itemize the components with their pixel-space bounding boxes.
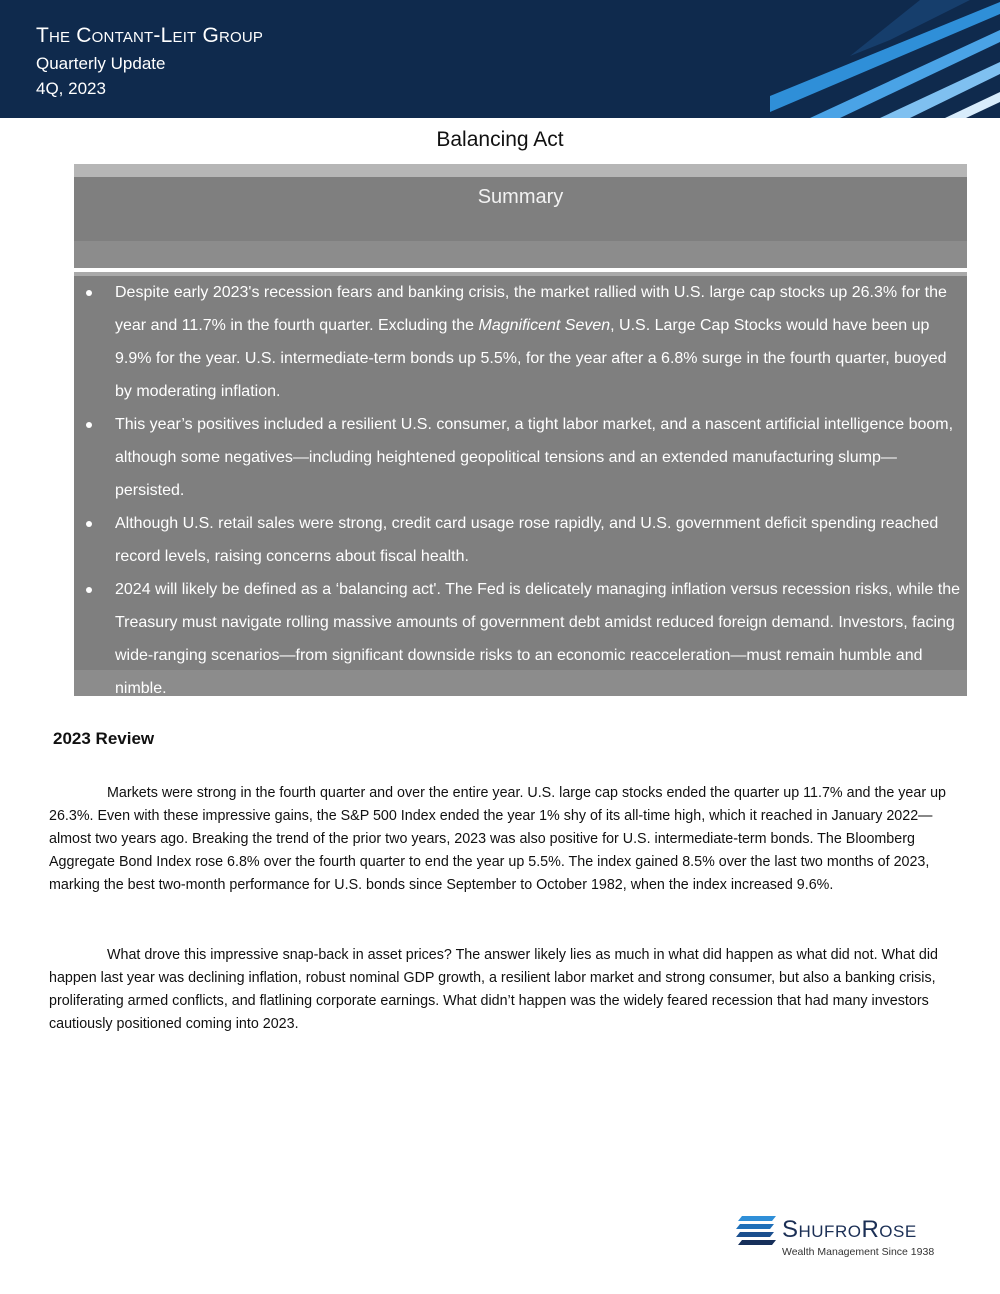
- report-period: 4Q, 2023: [36, 79, 106, 98]
- bullet-text-italic: Magnificent Seven: [478, 317, 611, 334]
- summary-bullet: [74, 507, 967, 573]
- summary-header-box: [74, 164, 967, 268]
- logo-tagline: Wealth Management Since 1938: [782, 1246, 935, 1258]
- bullet-text: This year’s positives included a resilient U.S. consumer, a tight labor market, and a nascent artificial intelligence boom, although some negatives—including heightened geopolitical tensions and an extended manufacturing slump—persisted.: [115, 416, 954, 499]
- report-type: Quarterly Update: [36, 54, 166, 73]
- bullet-text-end: , U.S. Large Cap Stocks would have been up 9.9% for the year. U.S. intermediate-term bonds up 5.5%, for the year after a 6.8% surge in the fourth quarter, buoyed by moderating inflation.: [115, 317, 947, 400]
- logo-name: ShufroRose: [782, 1216, 917, 1243]
- summary-bullet: [74, 276, 967, 408]
- document-title: Balancing Act: [436, 128, 564, 151]
- summary-bullet: [74, 408, 967, 507]
- summary-bottom-band: [74, 241, 967, 268]
- shufrorose-logo: [736, 1214, 936, 1264]
- summary-heading: Summary: [477, 186, 564, 208]
- summary-top-band: [74, 164, 967, 177]
- bullet-text-start: Despite early 2023's recession fears and banking crisis, the market rallied with U.S. large cap stocks up 26.3% for the year and 11.7% in the fourth quarter. Excluding the: [115, 284, 947, 334]
- header-stripes-decoration: [770, 0, 1000, 118]
- bullet-dot-icon: [86, 521, 92, 527]
- summary-body-box: [74, 272, 967, 696]
- page-header: [0, 0, 1000, 118]
- summary-bullet: [74, 573, 967, 705]
- logo-swoosh-icon: [736, 1214, 776, 1248]
- bullet-text: 2024 will likely be defined as a ‘balancing act'. The Fed is delicately managing inflation versus recession risks, while the Treasury must navigate rolling massive amounts of government debt amidst reduced foreign demand. Investors, facing wide-ranging scenarios—from significant downside risks to an economic reacceleration—must remain humble and nimble.: [115, 581, 960, 697]
- bullet-dot-icon: [86, 587, 92, 593]
- firm-name: The Contant-Leit Group: [36, 24, 264, 47]
- review-paragraph-2: What drove this impressive snap-back in asset prices? The answer likely lies as much in what did happen as what did not. What did happen last year was declining inflation, robust nominal GDP growth, a resilient labor market and strong consumer, but also a banking crisis, proliferating armed conflicts, and flatlining corporate earnings. What didn’t happen was the widely feared recession that had many investors cautiously positioned coming into 2023.: [49, 947, 938, 1032]
- bullet-dot-icon: [86, 422, 92, 428]
- bullet-dot-icon: [86, 290, 92, 296]
- bullet-text: Although U.S. retail sales were strong, credit card usage rose rapidly, and U.S. government deficit spending reached record levels, raising concerns about fiscal health.: [115, 515, 939, 565]
- summary-bullet-list: [74, 276, 967, 705]
- review-heading: 2023 Review: [53, 729, 155, 748]
- review-paragraph-1: Markets were strong in the fourth quarter and over the entire year. U.S. large cap stocks ended the quarter up 11.7% and the year up 26.3%. Even with these impressive gains, the S&P 500 Index ended the year 1% shy of its all-time high, which it reached in January 2022—almost two years ago. Breaking the trend of the prior two years, 2023 was also positive for U.S. intermediate-term bonds. The Bloomberg Aggregate Bond Index rose 6.8% over the fourth quarter to end the year up 5.5%. The index gained 8.5% over the last two months of 2023, marking the best two-month performance for U.S. bonds since September to October 1982, when the index increased 9.6%.: [49, 785, 946, 893]
